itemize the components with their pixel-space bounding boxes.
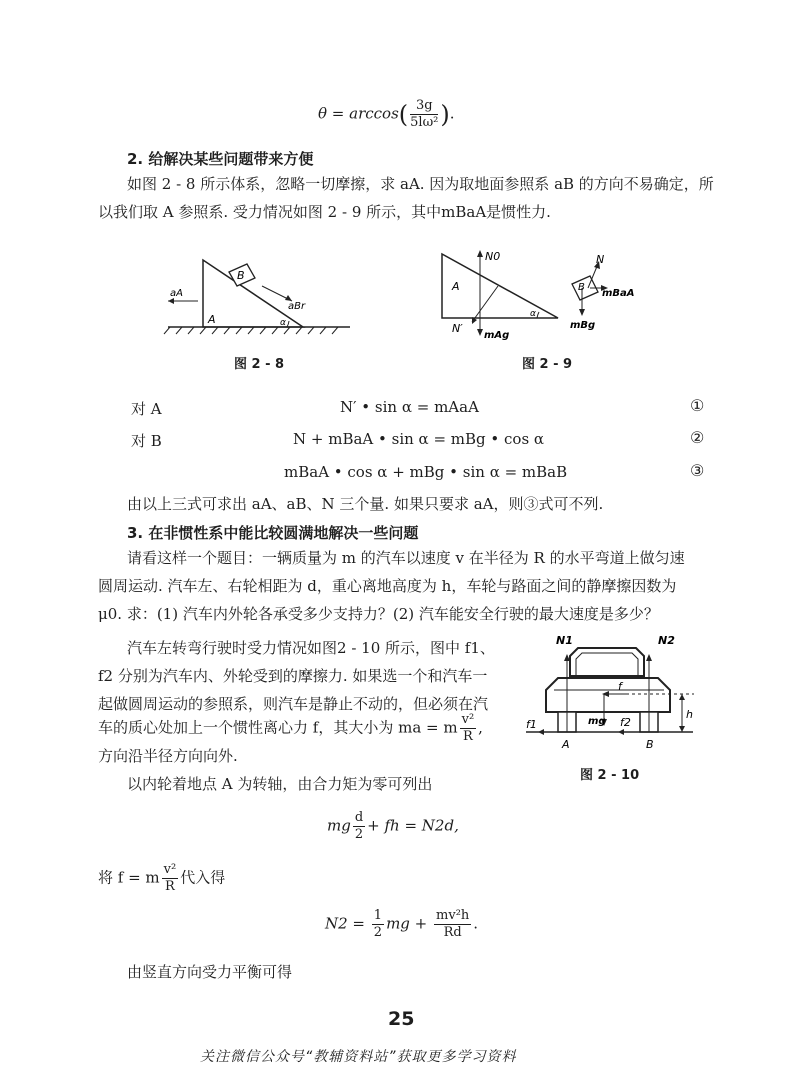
paragraph-3-line-1: 请看这样一个题目：一辆质量为 m 的汽车以速度 v 在半径为 R 的水平弯道上做匀速 <box>127 549 685 567</box>
equation-theta: θ = arccos( $\frac{3g}{\text{5lω²}}$ ). <box>318 98 455 130</box>
label-aBr: aBr <box>288 301 306 312</box>
equation-n2: N2 = $\frac{1}{2}$ mg + $\frac{\text{mv²h}}{Rd}$ . <box>325 908 479 940</box>
equation-2: N + mBaA • sin α = mBg • cos α <box>293 430 545 448</box>
equation-1-number: ① <box>690 396 705 415</box>
paragraph-2: 由以上三式可求出 aA、aB、N 三个量. 如果只要求 aA，则③式可不列. <box>127 495 604 513</box>
paragraph-4-line-4: 车的质心处加上一个惯性离心力 f，其大小为 ma = m $\frac{\text{v²}}{R}$ , <box>98 712 483 744</box>
label-A: A <box>208 313 216 326</box>
label-alpha: α <box>280 318 286 328</box>
paragraph-4-line-2: f2 分别为汽车内、外轮受到的摩擦力. 如果选一个和汽车一 <box>98 667 488 685</box>
label-B: B <box>646 738 654 751</box>
paragraph-3-line-3: μ0. 求：(1) 汽车内外轮各承受多少支持力？(2) 汽车能安全行驶的最大速度是多少？ <box>98 605 659 623</box>
figure-2-9-caption: 图 2 - 9 <box>522 357 573 372</box>
figure-2-10-caption: 图 2 - 10 <box>580 768 640 783</box>
paragraph-6: 将 f = m $\frac{\text{v²}}{R}$ 代入得 <box>98 862 226 894</box>
figure-2-9 <box>432 246 637 346</box>
equation-2-number: ② <box>690 428 705 447</box>
label-A: A <box>452 280 460 293</box>
label-mBg: mBg <box>570 320 596 331</box>
label-N1: N1 <box>556 634 573 647</box>
equation-3: mBaA • cos α + mBg • sin α = mBaB <box>284 463 568 481</box>
label-aA: aA <box>170 288 183 299</box>
equation-3-number: ③ <box>690 461 705 480</box>
section-heading-3: 3. 在非惯性系中能比较圆满地解决一些问题 <box>127 524 419 542</box>
paragraph-7: 由竖直方向受力平衡可得 <box>127 963 293 981</box>
paragraph-4-line-5: 方向沿半径方向向外. <box>98 747 238 765</box>
label-f2: f2 <box>620 716 631 729</box>
paragraph-1-line-1: 如图 2 - 8 所示体系，忽略一切摩擦，求 aA. 因为取地面参照系 aB 的方向不易确定，所 <box>127 175 714 193</box>
equation-1-label: 对 A <box>131 400 162 418</box>
label-mg: mg <box>588 716 606 727</box>
section-heading-2: 2. 给解决某些问题带来方便 <box>127 150 314 168</box>
figure-2-8-caption: 图 2 - 8 <box>234 357 285 372</box>
label-A: A <box>562 738 570 751</box>
paragraph-3-line-2: 圆周运动. 汽车左、右轮相距为 d，重心离地高度为 h，车轮与路面之间的静摩擦因数为 <box>98 577 677 595</box>
label-h: h <box>686 708 693 721</box>
label-f: f <box>618 680 622 693</box>
label-B: B <box>578 282 585 293</box>
paragraph-4-line-3: 起做圆周运动的参照系，则汽车是静止不动的，但必须在汽 <box>98 695 489 713</box>
equation-moment: mg $\frac{d}{2}$ + fh = N2d, <box>327 810 459 842</box>
figure-2-8 <box>160 248 360 348</box>
label-B: B <box>237 269 245 282</box>
paragraph-5: 以内轮着地点 A 为转轴，由合力矩为零可列出 <box>127 775 433 793</box>
label-mAg: mAg <box>484 330 510 341</box>
equation-1: N′ • sin α = mAaA <box>340 398 479 416</box>
label-N2: N2 <box>658 634 675 647</box>
page-number: 25 <box>388 1008 415 1030</box>
label-mBaA: mBaA <box>602 288 635 299</box>
label-f1: f1 <box>526 718 537 731</box>
label-N-prime: N′ <box>452 322 463 335</box>
equation-2-label: 对 B <box>131 432 162 450</box>
figure-2-10 <box>518 628 700 760</box>
label-N0: N0 <box>485 250 501 263</box>
footer-note: 关注微信公众号“教辅资料站”获取更多学习资料 <box>200 1049 517 1065</box>
paragraph-4-line-1: 汽车左转弯行驶时受力情况如图2 - 10 所示，图中 f1、 <box>127 639 495 657</box>
label-alpha: α <box>530 309 536 319</box>
label-N: N <box>596 253 605 266</box>
paragraph-1-line-2: 以我们取 A 参照系. 受力情况如图 2 - 9 所示，其中mBaA是惯性力. <box>98 203 551 221</box>
